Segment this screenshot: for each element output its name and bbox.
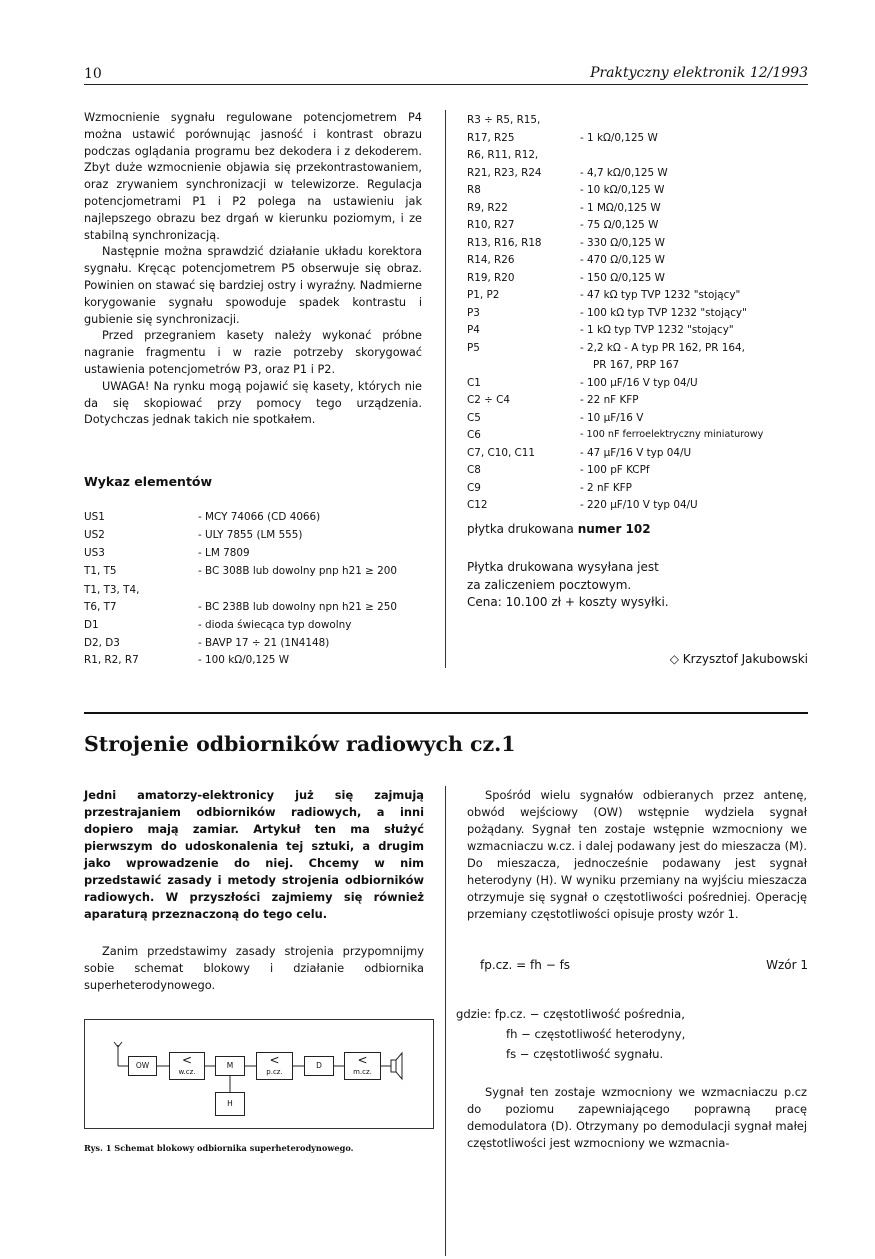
column-divider-lower [445, 786, 446, 1256]
author-signature: ◇ Krzysztof Jakubowski [669, 652, 808, 666]
diagram-block-h: H [215, 1092, 245, 1116]
paragraph: Spośród wielu sygnałów odbieranych przez antenę, obwód wejściowy (OW) wstępnie wydziela sygnał pożądany. Sygnał ten zostaje wstępnie wzmocniony we wzmacniaczu w.cz. i dalej podawany jest do mieszacza (M). Do mieszacza, jednocześnie podawany jest sygnał heterodyny (H). W wyniku przemiany na wyjściu mieszacza otrzymuje się sygnał o częstotliwości pośredniej. Operację przemiany częstotliwości opisuje prosty wzór 1. [467, 788, 807, 921]
pcb-label: płytka drukowana [467, 522, 574, 536]
paragraph: Wzmocnienie sygnału regulowane potencjometrem P4 można ustawić porównując jasność i kontrast obrazu podczas oglądania programu bez dekodera i z dekoderem. Zbyt duże wzmocnienie objawia się przekontrastowaniem, oraz zrywaniem synchronizacji w telewizorze. Regulacja potencjometrami P1 i P2 polega na ustawieniu jak najlepszego obrazu bez drgań w kierunku poziomym, i ze stabilną synchronizacją. [84, 111, 422, 242]
block-diagram [84, 1019, 434, 1129]
shipping-line: za zaliczeniem pocztowym. [467, 577, 632, 592]
paragraph: Sygnał ten zostaje wzmocniony we wzmacniaczu p.cz do poziomu zapewniającego poprawną pracę demodulatora (D). Otrzymany po demodulacji sygnał małej częstotliwości jest wzmocniony we wzmacnia- [467, 1085, 807, 1150]
article-lead: Jedni amatorzy-elektronicy już się zajmują przestrajaniem odbiorników radiowych, a inni dopiero mają zamiar. Artykuł ten ma służyć pierwszym do udoskonalenia tej sztuki, a drugim jako wprowadzenie do niej. Chcemy w nim przedstawić zasady i metody strojenia odbiorników radiowych. W przyszłości zajmiemy się również aparaturą przeznaczoną do tego celu. [84, 788, 424, 921]
definition: fh − częstotliwość heterodyny, [506, 1027, 686, 1041]
gdzie-label: gdzie: [456, 1007, 492, 1021]
section-rule [84, 712, 808, 714]
formula-definitions [456, 1004, 685, 1064]
intro-block [84, 943, 424, 994]
pcb-number: numer 102 [577, 522, 651, 536]
article-title: Strojenie odbiorników radiowych cz.1 [84, 732, 516, 756]
definition: fs − częstotliwość sygnału. [506, 1047, 664, 1061]
lead-block [84, 787, 424, 923]
shipping-line: Płytka drukowana wysyłana jest [467, 560, 659, 574]
journal-title: Praktyczny elektronik 12/1993 [590, 65, 808, 81]
article-intro: Zanim przedstawimy zasady strojenia przypomnijmy sobie schemat blokowy i działanie odbiornika superheterodynowego. [84, 944, 424, 992]
column-divider-upper [445, 110, 446, 668]
parts-list-title: Wykaz elementów [84, 474, 213, 489]
page-number: 10 [84, 66, 102, 82]
paragraph: Przed przegraniem kasety należy wykonać próbne nagranie fragmentu i w razie potrzeby skorygować ustawienia potencjometrów P3, oraz P1 i P2. [84, 329, 422, 376]
diagram-block-mcz: < m.cz. [344, 1052, 381, 1080]
header-rule [84, 84, 808, 85]
intro-text [84, 110, 422, 429]
diagram-block-ow: OW [128, 1056, 157, 1076]
parts-list-left: US1 - MCY 74066 (CD 4066) US2 - ULY 7855 (LM 555) US3 - LM 7809 T1, T5 - BC 308B lub dowolny pnp h21 ≥ 200 T1, T3, T4, T6, T7 - BC 238B lub dowolny npn h21 ≥ 250 D1 - dioda świecąca typ dowolny D2, D3 - BAVP 17 ÷ 21 (1N4148) R1, R2, R7 - 100 kΩ/0,125 W [84, 511, 397, 666]
shipping-info [467, 559, 669, 612]
formula: fp.cz. = fh − fs [480, 958, 571, 972]
pcb-number-line [467, 522, 651, 536]
diagram-block-m: M [215, 1056, 245, 1076]
definition: fp.cz. − częstotliwość pośrednia, [494, 1007, 685, 1021]
figure-caption: Rys. 1 Schemat blokowy odbiornika superheterodynowego. [84, 1143, 354, 1153]
paragraph: UWAGA! Na rynku mogą pojawić się kasety, których nie da się skopiować przy pomocy tego urządzenia. Dotychczas jednak takich nie spotkałem. [84, 379, 422, 427]
diagram-block-d: D [304, 1056, 334, 1076]
shipping-line: Cena: 10.100 zł + koszty wysyłki. [467, 595, 669, 609]
parts-list-right: R3 ÷ R5, R15, R17, R25 - 1 kΩ/0,125 W R6, R11, R12, R21, R23, R24 - 4,7 kΩ/0,125 W R8 - 10 kΩ/0,125 W R9, R22 - 1 MΩ/0,125 W R10, R27 - 75 Ω/0,125 W R13, R16, R18 - 330 Ω/0,125 W R14, R26 - 470 Ω/0,125 W R19, R20 - 150 Ω/0,125 W P1, P2 - 47 kΩ typ TVP 1232 "stojący" P3 - 100 kΩ typ TVP 1232 "stojący" P4 - 1 kΩ typ TVP 1232 "stojący" P5 - 2,2 kΩ - A typ PR 162, PR 164, PR 167, PRP 167 C1 - 100 µF/16 V typ 04/U C2 ÷ C4 - 22 nF KFP C5 - 10 µF/16 V C6 - 100 nF ferroelektryczny miniaturowy C7, C10, C11 - 47 µF/16 V typ 04/U C8 - 100 pF KCPf C9 - 2 nF KFP C12 - 220 µF/10 V typ 04/U [467, 114, 764, 511]
article-right-column [467, 787, 807, 923]
article-right-column-2 [467, 1084, 807, 1152]
diagram-block-pcz: < p.cz. [256, 1052, 293, 1080]
diagram-block-wcz: < w.cz. [169, 1052, 205, 1080]
formula-label: Wzór 1 [766, 958, 808, 972]
paragraph: Następnie można sprawdzić działanie układu korektora sygnału. Kręcąc potencjometrem P5 obserwuje się obraz. Powinien on stawać się bardziej ostry i wyraźny. Nadmierne korygowanie sygnału spowoduje spadek kontrastu i gubienie się synchronizacji. [84, 245, 422, 326]
